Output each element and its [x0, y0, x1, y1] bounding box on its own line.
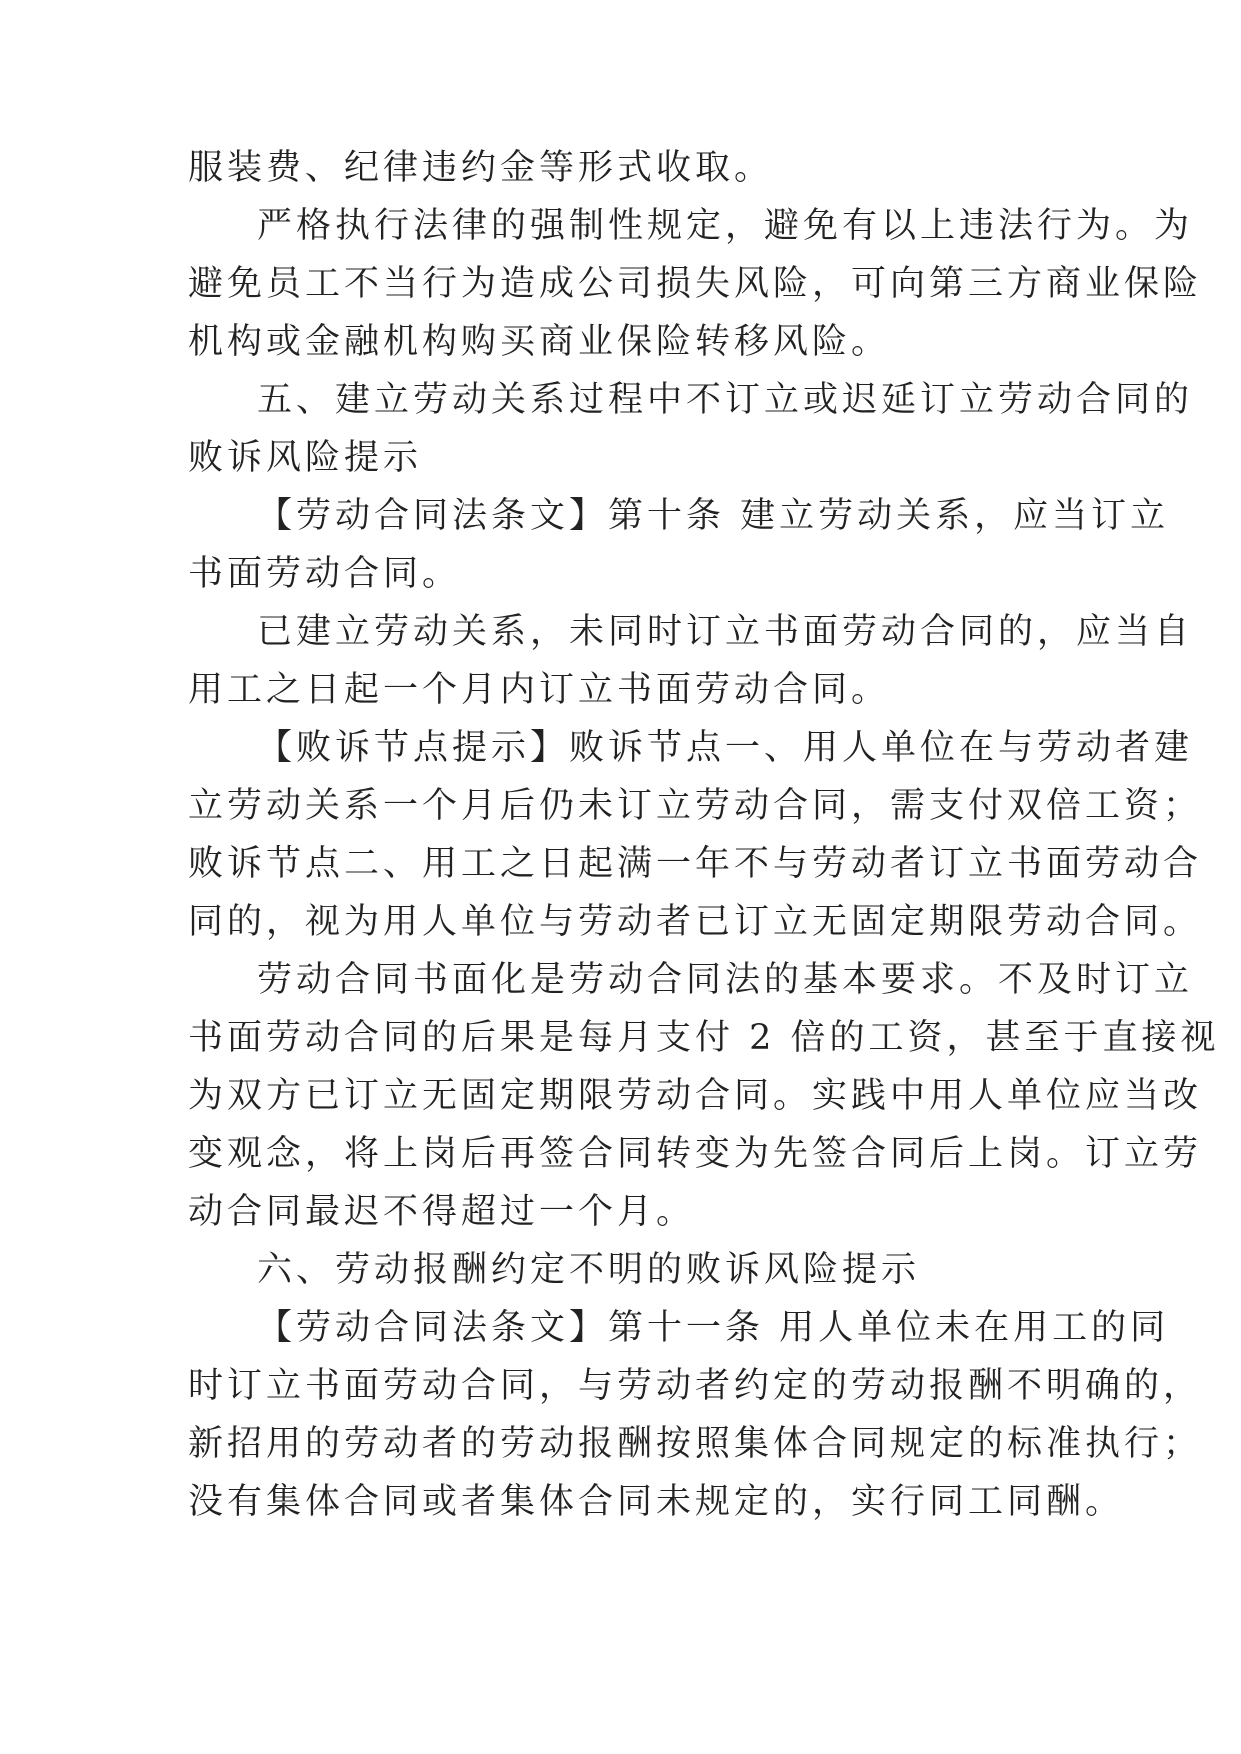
text-line: 败诉节点二、用工之日起满一年不与劳动者订立书面劳动合 — [188, 844, 1203, 884]
text-line: 服装费、纪律违约金等形式收取。 — [188, 148, 774, 188]
text-line: 避免员工不当行为造成公司损失风险，可向第三方商业保险 — [188, 264, 1203, 304]
text-line: 【劳动合同法条文】第十一条 用人单位未在用工的同 — [257, 1308, 1170, 1348]
text-line: 时订立书面劳动合同，与劳动者约定的劳动报酬不明确的， — [188, 1366, 1203, 1406]
text-line: 书面劳动合同。 — [188, 554, 462, 594]
text-line: 书面劳动合同的后果是每月支付 2 倍的工资，甚至于直接视 — [188, 1018, 1220, 1058]
text-line: 同的，视为用人单位与劳动者已订立无固定期限劳动合同。 — [188, 902, 1203, 942]
text-line: 【败诉节点提示】败诉节点一、用人单位在与劳动者建 — [257, 728, 1194, 768]
text-line: 变观念，将上岗后再签合同转变为先签合同后上岗。订立劳 — [188, 1134, 1203, 1174]
text-line: 动合同最迟不得超过一个月。 — [188, 1192, 696, 1232]
text-line: 严格执行法律的强制性规定，避免有以上违法行为。为 — [257, 206, 1194, 246]
text-line: 没有集体合同或者集体合同未规定的，实行同工同酬。 — [188, 1482, 1125, 1522]
text-line: 新招用的劳动者的劳动报酬按照集体合同规定的标准执行； — [188, 1424, 1203, 1464]
section-heading: 五、建立劳动关系过程中不订立或迟延订立劳动合同的 — [257, 380, 1194, 420]
text-line: 立劳动关系一个月后仍未订立劳动合同，需支付双倍工资； — [188, 786, 1203, 826]
text-line: 机构或金融机构购买商业保险转移风险。 — [188, 322, 891, 362]
text-line: 【劳动合同法条文】第十条 建立劳动关系，应当订立 — [257, 496, 1170, 536]
section-heading: 六、劳动报酬约定不明的败诉风险提示 — [257, 1250, 921, 1290]
text-line: 劳动合同书面化是劳动合同法的基本要求。不及时订立 — [257, 960, 1194, 1000]
text-line: 用工之日起一个月内订立书面劳动合同。 — [188, 670, 891, 710]
text-line: 已建立劳动关系，未同时订立书面劳动合同的，应当自 — [257, 612, 1194, 652]
section-heading: 败诉风险提示 — [188, 438, 423, 478]
text-line: 为双方已订立无固定期限劳动合同。实践中用人单位应当改 — [188, 1076, 1203, 1116]
